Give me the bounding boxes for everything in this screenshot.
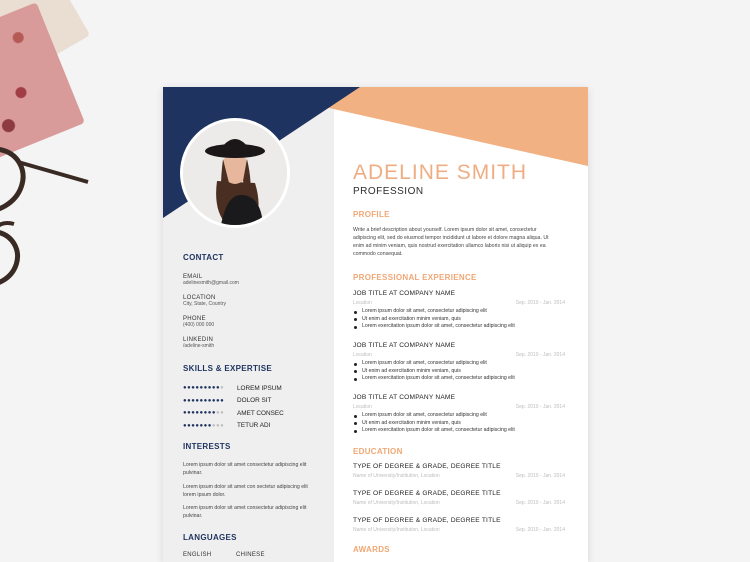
skill-dot-filled: ● <box>183 410 188 417</box>
skill-dot-empty: ● <box>220 385 225 392</box>
skill-dot-filled: ● <box>207 410 212 417</box>
skill-dot-filled: ● <box>195 422 200 429</box>
skill-row <box>183 382 284 395</box>
skill-dot-filled: ● <box>191 422 196 429</box>
language-item: CHINESE <box>236 552 265 558</box>
skill-row <box>183 395 284 408</box>
skill-dot-filled: ● <box>191 410 196 417</box>
education-heading: EDUCATION <box>353 447 403 456</box>
contact-value: adelinesmith@gmail.com <box>183 280 239 286</box>
job-bullet: Lorem ipsum dolor sit amet, consectetur adipiscing elit <box>353 360 565 368</box>
skill-row <box>183 420 284 433</box>
skill-dot-filled: ● <box>211 397 216 404</box>
contact-heading: CONTACT <box>183 253 224 262</box>
skill-dot-filled: ● <box>199 410 204 417</box>
skill-label: TETUR ADI <box>237 422 271 430</box>
degree-title: TYPE OF DEGREE & GRADE, DEGREE TITLE <box>353 517 501 524</box>
skill-rating <box>183 398 237 404</box>
skill-dot-filled: ● <box>203 422 208 429</box>
skill-dot-filled: ● <box>216 385 221 392</box>
job-bullet: Lorem exercitation ipsum dolor sit amet, consectetur adipiscing elit <box>353 375 565 383</box>
skill-dot-filled: ● <box>199 422 204 429</box>
skill-dot-filled: ● <box>203 385 208 392</box>
awards-heading: AWARDS <box>353 545 390 554</box>
skill-rating <box>183 385 237 391</box>
skill-row <box>183 407 284 420</box>
job-bullet: Ut enim ad exercitation minim veniam, quis <box>353 420 565 428</box>
skill-dot-empty: ● <box>216 410 221 417</box>
profession-title: PROFESSION <box>353 186 424 197</box>
resume-page <box>163 87 588 562</box>
interest-paragraph: Lorem ipsum dolor sit amet con sectetur adipiscing elit lorem ipsum dolor. <box>183 484 308 498</box>
profile-heading: PROFILE <box>353 210 390 219</box>
skill-rating <box>183 423 237 429</box>
skill-dot-filled: ● <box>195 385 200 392</box>
degree-title: TYPE OF DEGREE & GRADE, DEGREE TITLE <box>353 463 501 470</box>
job-bullet: Lorem ipsum dolor sit amet, consectetur adipiscing elit <box>353 412 565 420</box>
education-entry <box>353 463 565 479</box>
skill-dot-empty: ● <box>216 422 221 429</box>
skill-dot-filled: ● <box>199 385 204 392</box>
contact-value: City, State, Country <box>183 301 226 307</box>
skill-dot-filled: ● <box>203 397 208 404</box>
contact-email <box>183 274 239 286</box>
candidate-name: ADELINE SMITH <box>353 161 528 184</box>
skill-dot-filled: ● <box>220 397 225 404</box>
interests-heading: INTERESTS <box>183 442 231 451</box>
job-title: JOB TITLE AT COMPANY NAME <box>353 290 456 297</box>
skill-label: DOLOR SIT <box>237 397 272 405</box>
contact-label: PHONE <box>183 316 206 322</box>
interest-paragraph: Lorem ipsum dolor sit amet consectetur adipiscing elit pulvinar. <box>183 505 307 519</box>
school-name: Name of University/Institution, Location <box>353 527 440 533</box>
skill-dot-filled: ● <box>183 422 188 429</box>
interest-paragraph: Lorem ipsum dolor sit amet consectetur adipiscing elit pulvinar. <box>183 462 307 476</box>
skill-dot-filled: ● <box>211 410 216 417</box>
skill-dot-filled: ● <box>203 410 208 417</box>
languages-heading: LANGUAGES <box>183 533 237 542</box>
skill-dot-filled: ● <box>183 385 188 392</box>
skill-dot-empty: ● <box>220 422 225 429</box>
language-item: ENGLISH <box>183 552 212 558</box>
skills-list <box>183 382 284 432</box>
skill-dot-empty: ● <box>220 410 225 417</box>
education-entry <box>353 490 565 506</box>
job-location: Location <box>353 404 372 410</box>
degree-title: TYPE OF DEGREE & GRADE, DEGREE TITLE <box>353 490 501 497</box>
profile-text: Write a brief description about yourself. Lorem ipsum dolor sit amet, consectetur adipiscing elit, sed do eiusmod tempor incididunt ut labore et dolore magna aliqua. Ut enim ad minim veniam, quis nostrud exercitation ullamco laboris nisi ut aliquip ex ea commodo consequat. <box>353 227 549 257</box>
contact-value: (400) 000 000 <box>183 322 215 328</box>
skills-heading: SKILLS & EXPERTISE <box>183 364 272 373</box>
job-location: Location <box>353 300 372 306</box>
job-entry <box>353 290 565 331</box>
skill-dot-filled: ● <box>187 385 192 392</box>
job-bullet: Lorem exercitation ipsum dolor sit amet, consectetur adipiscing elit <box>353 427 565 435</box>
skill-dot-filled: ● <box>207 422 212 429</box>
skill-dot-filled: ● <box>187 422 192 429</box>
contact-linkedin <box>183 337 214 349</box>
education-dates: Sep. 2010 - Jan. 2014 <box>515 500 565 506</box>
education-entry <box>353 517 565 533</box>
job-dates: Sep. 2010 - Jan. 2014 <box>515 352 565 358</box>
contact-label: LINKEDIN <box>183 337 214 343</box>
skill-dot-filled: ● <box>195 410 200 417</box>
skill-dot-empty: ● <box>211 422 216 429</box>
job-entry <box>353 394 565 435</box>
job-bullet: Lorem exercitation ipsum dolor sit amet, consectetur adipiscing elit <box>353 323 565 331</box>
contact-label: EMAIL <box>183 274 203 280</box>
job-title: JOB TITLE AT COMPANY NAME <box>353 342 456 349</box>
profile-photo <box>180 118 290 228</box>
contact-phone <box>183 316 214 328</box>
eyeglasses-image <box>0 140 100 290</box>
job-bullet: Lorem ipsum dolor sit amet, consectetur adipiscing elit <box>353 308 565 316</box>
contact-value: /adeline-smith <box>183 343 215 349</box>
skill-dot-filled: ● <box>207 397 212 404</box>
skill-rating <box>183 410 237 416</box>
job-bullet: Ut enim ad exercitation minim veniam, quis <box>353 368 565 376</box>
school-name: Name of University/Institution, Location <box>353 473 440 479</box>
skill-dot-filled: ● <box>216 397 221 404</box>
skill-dot-filled: ● <box>207 385 212 392</box>
skill-dot-filled: ● <box>191 397 196 404</box>
skill-label: AMET CONSEC <box>237 409 284 417</box>
skill-dot-filled: ● <box>195 397 200 404</box>
contact-location <box>183 295 226 307</box>
job-bullet: Ut enim ad exercitation minim veniam, quis <box>353 316 565 324</box>
job-entry <box>353 342 565 383</box>
school-name: Name of University/Institution, Location <box>353 500 440 506</box>
job-dates: Sep. 2010 - Jan. 2014 <box>515 300 565 306</box>
education-dates: Sep. 2010 - Jan. 2014 <box>515 527 565 533</box>
contact-label: LOCATION <box>183 295 216 301</box>
experience-heading: PROFESSIONAL EXPERIENCE <box>353 273 477 282</box>
job-location: Location <box>353 352 372 358</box>
education-dates: Sep. 2010 - Jan. 2014 <box>515 473 565 479</box>
skill-dot-filled: ● <box>211 385 216 392</box>
skill-dot-filled: ● <box>199 397 204 404</box>
skill-dot-filled: ● <box>187 410 192 417</box>
skill-dot-filled: ● <box>187 397 192 404</box>
job-title: JOB TITLE AT COMPANY NAME <box>353 394 456 401</box>
job-dates: Sep. 2010 - Jan. 2014 <box>515 404 565 410</box>
skill-dot-filled: ● <box>183 397 188 404</box>
skill-label: LOREM IPSUM <box>237 384 282 392</box>
skill-dot-filled: ● <box>191 385 196 392</box>
